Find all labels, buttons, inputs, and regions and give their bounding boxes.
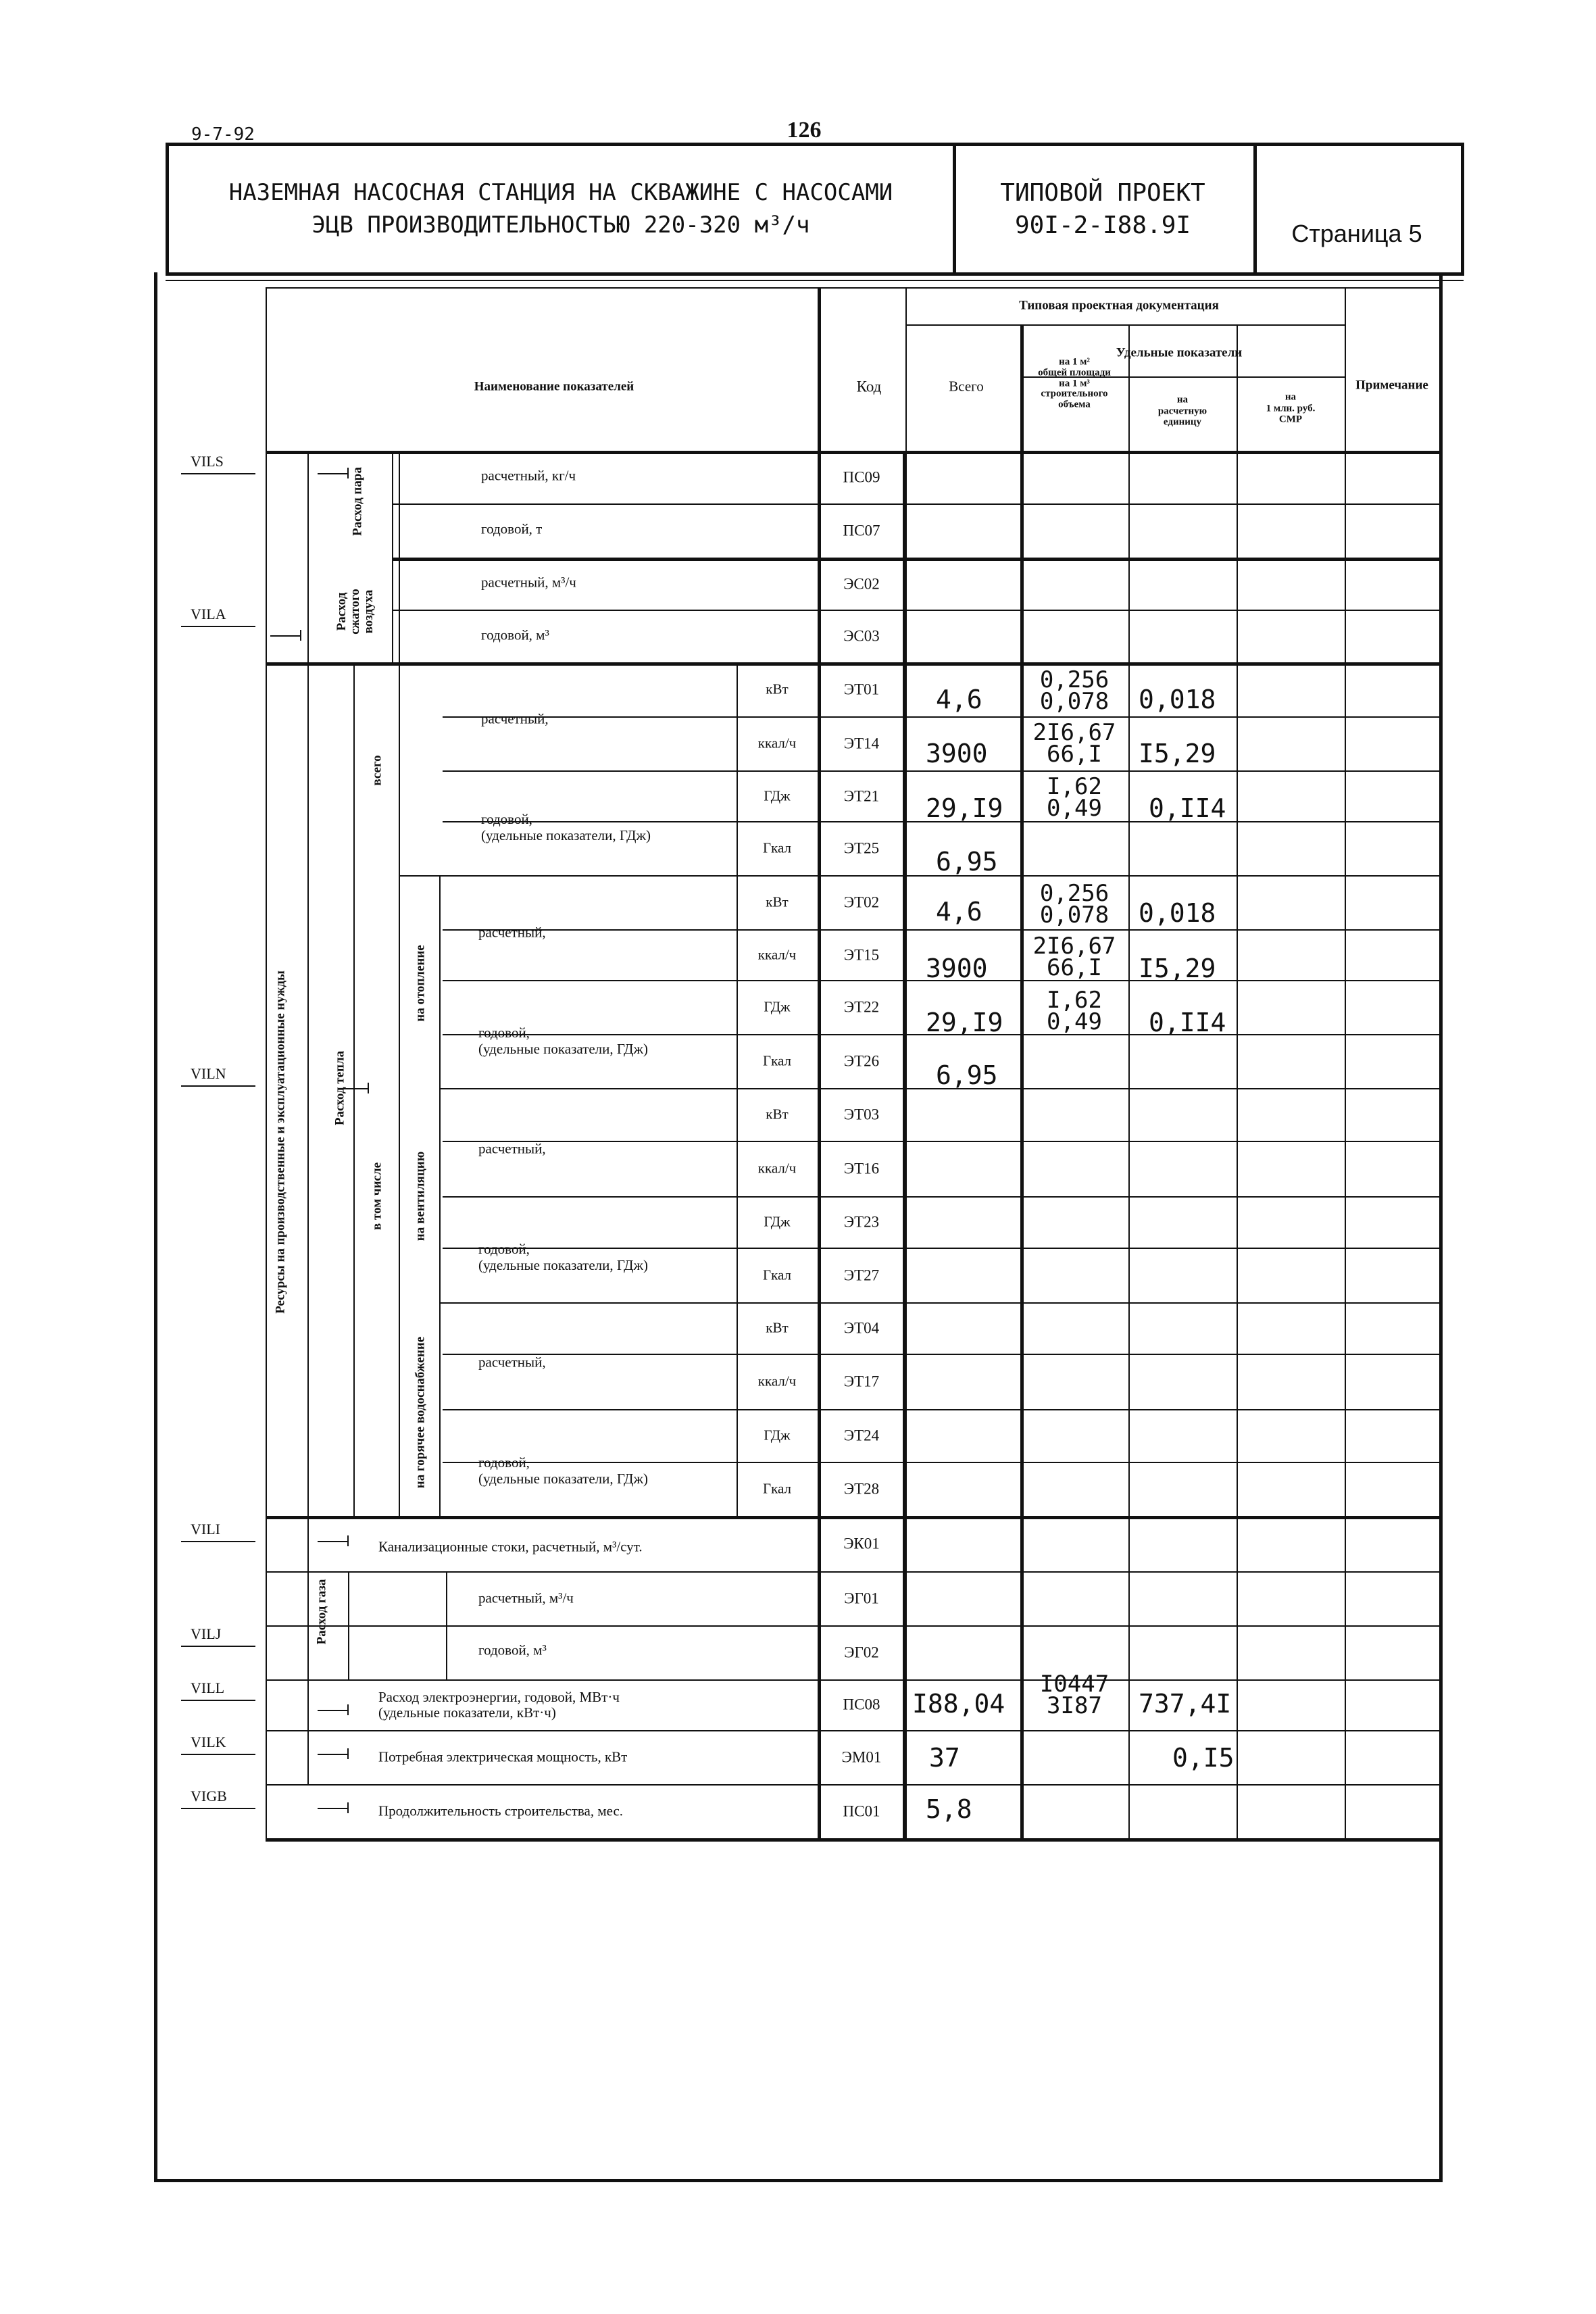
- side-code-line: [181, 1541, 255, 1542]
- value-cell: 4,6: [936, 685, 982, 714]
- row-code: ЭТ01: [843, 681, 880, 698]
- group-steam: Расход пара: [350, 467, 365, 536]
- label-hw-calc: расчетный,: [478, 1354, 546, 1371]
- row-code: ЭТ25: [843, 839, 880, 857]
- side-code: VILS: [191, 453, 224, 470]
- label-sewage: Канализационные стоки, расчетный, м³/сут.: [378, 1538, 643, 1555]
- col-name-header: Наименование показателей: [474, 379, 634, 394]
- pointer-tick-end: [347, 1802, 349, 1813]
- value-cell: 37: [929, 1743, 960, 1773]
- value-cell: 4,6: [936, 897, 982, 927]
- unit-gj: ГДж: [764, 998, 791, 1015]
- row-code: ЭТ14: [843, 735, 880, 752]
- row-code: ЭГ02: [844, 1644, 879, 1661]
- pointer-tick: [318, 1541, 347, 1542]
- label-air-calc: расчетный, м³/ч: [481, 574, 576, 591]
- project-code: 90I-2-I88.9I: [1014, 212, 1191, 239]
- value-cell: I5,29: [1139, 954, 1216, 983]
- pointer-tick-end: [347, 1535, 349, 1546]
- side-code-line: [181, 473, 255, 474]
- group-ventilation: на вентиляцию: [413, 1151, 428, 1241]
- group-air: Расход сжатого воздуха: [334, 589, 376, 635]
- project-label: ТИПОВОЙ ПРОЕКТ: [1000, 179, 1205, 207]
- pointer-tick: [318, 1710, 347, 1711]
- label-all-calc: расчетный,: [481, 710, 549, 727]
- label-vent-annual: годовой, (удельные показатели, ГДж): [478, 1241, 649, 1274]
- doc-date: 9-7-92: [191, 124, 255, 145]
- label-air-annual: годовой, м³: [481, 626, 549, 643]
- side-code-line: [181, 1700, 255, 1701]
- label-steam-annual: годовой, т: [481, 520, 543, 537]
- side-code: VILI: [191, 1521, 220, 1537]
- unit-gcal: Гкал: [762, 1266, 792, 1283]
- value-cell: 737,4I: [1139, 1689, 1232, 1719]
- label-gas-annual: годовой, м³: [478, 1642, 547, 1658]
- value-cell: 0,018: [1139, 685, 1216, 714]
- unit-kw: кВт: [766, 681, 789, 697]
- title-line2: ЭЦВ ПРОИЗВОДИТЕЛЬНОСТЬЮ 220-320 м³/ч: [311, 212, 810, 239]
- unit-gj: ГДж: [764, 787, 791, 804]
- value-cell: 0,I5: [1172, 1743, 1235, 1773]
- row-code: ЭТ26: [843, 1052, 880, 1070]
- label-hw-annual: годовой, (удельные показатели, ГДж): [478, 1454, 649, 1487]
- side-code-line: [181, 1646, 255, 1647]
- col-per-area-header: на 1 м² общей площади на 1 м³ строительного объема: [1038, 356, 1111, 410]
- label-all-annual: годовой, (удельные показатели, ГДж): [481, 811, 651, 844]
- unit-kcal: ккал/ч: [757, 1373, 797, 1389]
- side-code: VIGB: [191, 1788, 227, 1804]
- row-code: ПС08: [843, 1696, 880, 1713]
- unit-kcal: ккал/ч: [757, 1160, 797, 1177]
- col-code-header: Код: [856, 378, 882, 395]
- value-stacked: 2I6,67 66,I: [1032, 933, 1116, 982]
- side-code: VILJ: [191, 1625, 222, 1642]
- value-cell: 29,I9: [926, 1008, 1003, 1037]
- value-cell: 29,I9: [926, 793, 1003, 823]
- row-code: ЭТ16: [843, 1160, 880, 1177]
- unit-kcal: ккал/ч: [757, 735, 797, 752]
- value-cell: 0,II4: [1149, 1008, 1226, 1037]
- value-cell: 3900: [926, 954, 988, 983]
- pointer-tick: [318, 473, 347, 474]
- label-duration: Продолжительность строительства, мес.: [378, 1802, 624, 1819]
- row-code: ЭК01: [843, 1535, 880, 1552]
- unit-gcal: Гкал: [762, 839, 792, 856]
- row-code: ЭТ03: [843, 1106, 880, 1123]
- label-heating-annual: годовой, (удельные показатели, ГДж): [478, 1025, 649, 1058]
- group-all: всего: [370, 755, 384, 786]
- value-stacked: I,62 0,49: [1047, 773, 1102, 822]
- value-stacked: I,62 0,49: [1047, 987, 1102, 1036]
- row-code: ЭТ23: [843, 1213, 880, 1231]
- side-code-line: [181, 1085, 255, 1087]
- col-group-header: Типовая проектная документация: [1019, 298, 1219, 313]
- pointer-tick-end: [368, 1083, 369, 1093]
- title-line1: НАЗЕМНАЯ НАСОСНАЯ СТАНЦИЯ НА СКВАЖИНЕ С НАСОСАМИ: [228, 179, 893, 206]
- pointer-tick: [318, 1754, 347, 1755]
- side-code-line: [181, 1754, 255, 1755]
- group-gas: Расход газа: [314, 1579, 329, 1645]
- value-cell: I88,04: [912, 1689, 1005, 1719]
- pointer-tick: [270, 635, 300, 637]
- unit-gcal: Гкал: [762, 1052, 792, 1069]
- pointer-tick-end: [347, 468, 349, 478]
- row-code: ПС09: [843, 468, 880, 486]
- row-code: ЭТ24: [843, 1427, 880, 1444]
- label-steam-calc: расчетный, кг/ч: [481, 467, 576, 484]
- row-code: ЭТ22: [843, 998, 880, 1016]
- unit-gj: ГДж: [764, 1427, 791, 1444]
- side-code-line: [181, 1808, 255, 1809]
- row-code: ЭГ01: [844, 1590, 879, 1607]
- value-stacked: 2I6,67 66,I: [1032, 719, 1116, 768]
- row-code: ЭТ04: [843, 1319, 880, 1337]
- unit-gj: ГДж: [764, 1213, 791, 1230]
- side-code: VILA: [191, 606, 226, 622]
- value-stacked: 0,256 0,078: [1039, 666, 1109, 716]
- pointer-tick-end: [300, 630, 301, 641]
- side-code: VILK: [191, 1733, 226, 1750]
- pointer-tick-end: [347, 1704, 349, 1715]
- group-hot-water: на горячее водоснабжение: [413, 1336, 428, 1489]
- label-electricity: Расход электроэнергии, годовой, МВт·ч (удельные показатели, кВт·ч): [378, 1689, 620, 1721]
- value-cell: 0,II4: [1149, 793, 1226, 823]
- col-per-mln-header: на 1 млн. руб. СМР: [1266, 391, 1316, 425]
- unit-gcal: Гкал: [762, 1480, 792, 1497]
- unit-kw: кВт: [766, 893, 789, 910]
- pointer-tick: [318, 1808, 347, 1809]
- row-code: ЭС02: [843, 575, 880, 592]
- group-heating: на отопление: [413, 945, 428, 1022]
- value-cell: I5,29: [1139, 739, 1216, 768]
- label-heating-calc: расчетный,: [478, 924, 546, 941]
- group-heat: Расход тепла: [332, 1050, 347, 1126]
- label-gas-calc: расчетный, м³/ч: [478, 1590, 574, 1606]
- value-stacked: I0447 3I87: [1039, 1671, 1109, 1720]
- value-cell: 5,8: [926, 1794, 972, 1824]
- side-code-line: [181, 626, 255, 627]
- sheet-number: 126: [787, 118, 822, 143]
- unit-kw: кВт: [766, 1106, 789, 1123]
- value-cell: 6,95: [936, 847, 998, 877]
- value-cell: 0,018: [1139, 898, 1216, 928]
- row-code: ЭТ21: [843, 787, 880, 804]
- unit-kw: кВт: [766, 1319, 789, 1336]
- side-code: VILL: [191, 1679, 225, 1696]
- row-code: ЭТ17: [843, 1373, 880, 1390]
- value-stacked: 0,256 0,078: [1039, 880, 1109, 929]
- row-code: ЭС03: [843, 627, 880, 645]
- row-code: ЭТ15: [843, 946, 880, 963]
- group-incl: в том числе: [370, 1162, 384, 1231]
- value-cell: 6,95: [936, 1060, 998, 1090]
- row-code: ЭТ27: [843, 1266, 880, 1283]
- col-specific-header: Удельные показатели: [1116, 345, 1243, 360]
- row-code: ЭТ28: [843, 1480, 880, 1498]
- side-code: VILN: [191, 1065, 226, 1082]
- col-note-header: Примечание: [1355, 378, 1428, 393]
- col-per-unit-header: на расчетную единицу: [1157, 394, 1207, 428]
- page-label: Страница 5: [1291, 220, 1422, 247]
- pointer-tick-end: [347, 1748, 349, 1759]
- row-code: ПС07: [843, 522, 880, 539]
- group-resources: Ресурсы на производственные и эксплуатационные нужды: [273, 970, 288, 1314]
- value-cell: 3900: [926, 739, 988, 768]
- row-code: ПС01: [843, 1802, 880, 1820]
- label-vent-calc: расчетный,: [478, 1140, 546, 1157]
- col-total-header: Всего: [949, 378, 984, 395]
- unit-kcal: ккал/ч: [757, 946, 797, 962]
- label-power: Потребная электрическая мощность, кВт: [378, 1748, 628, 1765]
- row-code: ЭМ01: [841, 1748, 882, 1766]
- row-code: ЭТ02: [843, 893, 880, 911]
